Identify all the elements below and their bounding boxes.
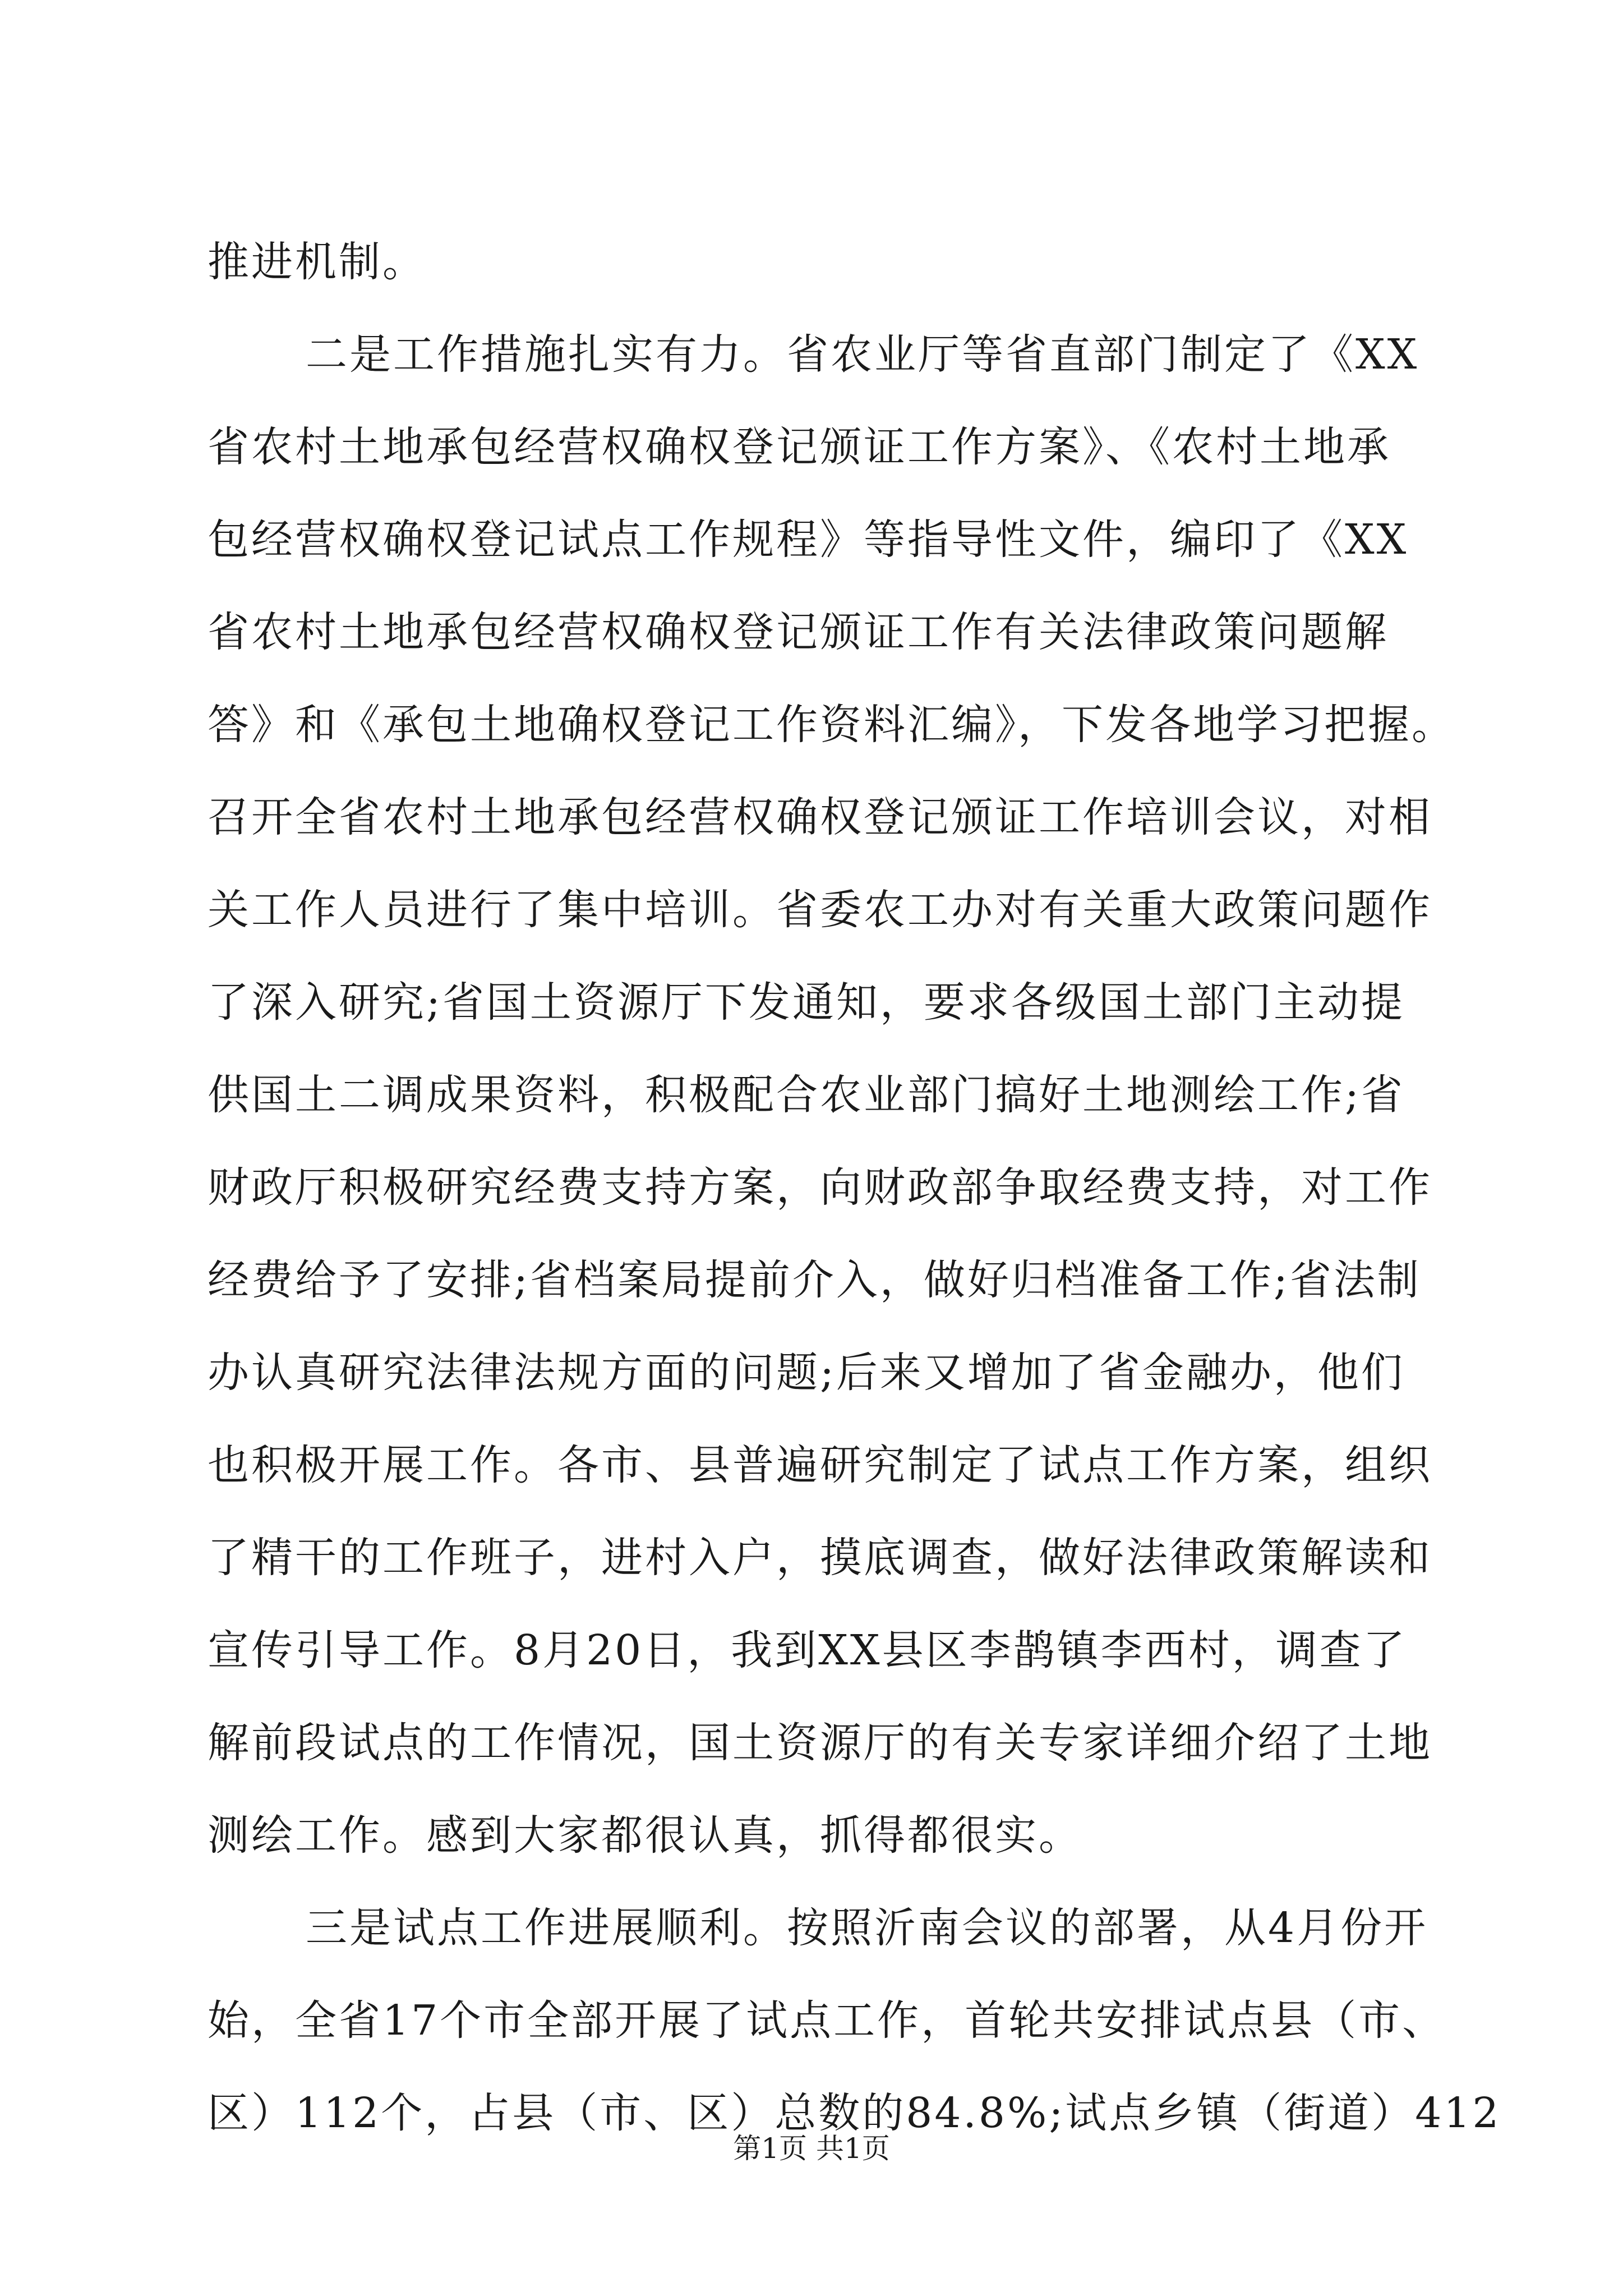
text-line xyxy=(0,1441,1623,1540)
paragraph-first-line xyxy=(0,1904,1623,2003)
line-text: 供国土二调成果资料，积极配合农业部门搞好土地测绘工作;省 xyxy=(208,1071,1405,1119)
text-line xyxy=(0,516,1623,614)
paragraph-first-line xyxy=(0,330,1623,429)
line-text: 始，全省17个市全部开展了试点工作，首轮共安排试点县（市、 xyxy=(208,1996,1446,2045)
line-text: 测绘工作。感到大家都很认真，抓得都很实。 xyxy=(208,1811,1082,1860)
line-text: 了深入研究;省国土资源厅下发通知，要求各级国土部门主动提 xyxy=(208,978,1405,1027)
text-line xyxy=(0,423,1623,522)
page-footer: 第1页 共1页 xyxy=(733,2132,890,2165)
line-text: 三是试点工作进展顺利。按照沂南会议的部署，从4月份开 xyxy=(306,1904,1428,1952)
text-line xyxy=(0,978,1623,1077)
line-text: 关工作人员进行了集中培训。省委农工办对有关重大政策问题作 xyxy=(208,886,1432,934)
text-line xyxy=(0,1996,1623,2095)
text-line xyxy=(0,1163,1623,1262)
line-text: 推进机制。 xyxy=(208,238,426,286)
line-text: 宣传引导工作。8月20日，我到XX县区李鹊镇李西村，调查了 xyxy=(208,1626,1407,1674)
text-line xyxy=(0,1071,1623,1170)
text-line xyxy=(0,238,1623,337)
line-text: 省农村土地承包经营权确权登记颁证工作方案》、《农村土地承 xyxy=(208,423,1391,471)
text-line xyxy=(0,1811,1623,1910)
text-line xyxy=(0,793,1623,892)
line-text: 包经营权确权登记试点工作规程》等指导性文件，编印了《XX xyxy=(208,516,1409,564)
text-line xyxy=(0,1256,1623,1355)
line-text: 办认真研究法律法规方面的问题;后来又增加了省金融办，他们 xyxy=(208,1349,1405,1397)
line-text: 解前段试点的工作情况，国土资源厅的有关专家详细介绍了土地 xyxy=(208,1719,1432,1767)
line-text: 财政厅积极研究经费支持方案，向财政部争取经费支持，对工作 xyxy=(208,1163,1432,1212)
line-text: 经费给予了安排;省档案局提前介入，做好归档准备工作;省法制 xyxy=(208,1256,1421,1304)
line-text: 答》和《承包土地确权登记工作资料汇编》，下发各地学习把握。 xyxy=(208,701,1455,749)
text-line xyxy=(0,701,1623,799)
text-line xyxy=(0,886,1623,984)
text-line xyxy=(0,1349,1623,1447)
line-text: 省农村土地承包经营权确权登记颁证工作有关法律政策问题解 xyxy=(208,608,1389,656)
text-line xyxy=(0,1534,1623,1632)
line-text: 也积极开展工作。各市、县普遍研究制定了试点工作方案，组织 xyxy=(208,1441,1432,1489)
line-text: 二是工作措施扎实有力。省农业厅等省直部门制定了《XX xyxy=(306,330,1419,379)
text-line xyxy=(0,1626,1623,1725)
text-line xyxy=(0,1719,1623,1818)
line-text: 了精干的工作班子，进村入户，摸底调查，做好法律政策解读和 xyxy=(208,1534,1432,1582)
line-text: 召开全省农村土地承包经营权确权登记颁证工作培训会议，对相 xyxy=(208,793,1432,841)
text-line xyxy=(0,608,1623,707)
line-text: 区）112个，占县（市、区）总数的84.8%;试点乡镇（街道）412 xyxy=(208,2089,1501,2137)
